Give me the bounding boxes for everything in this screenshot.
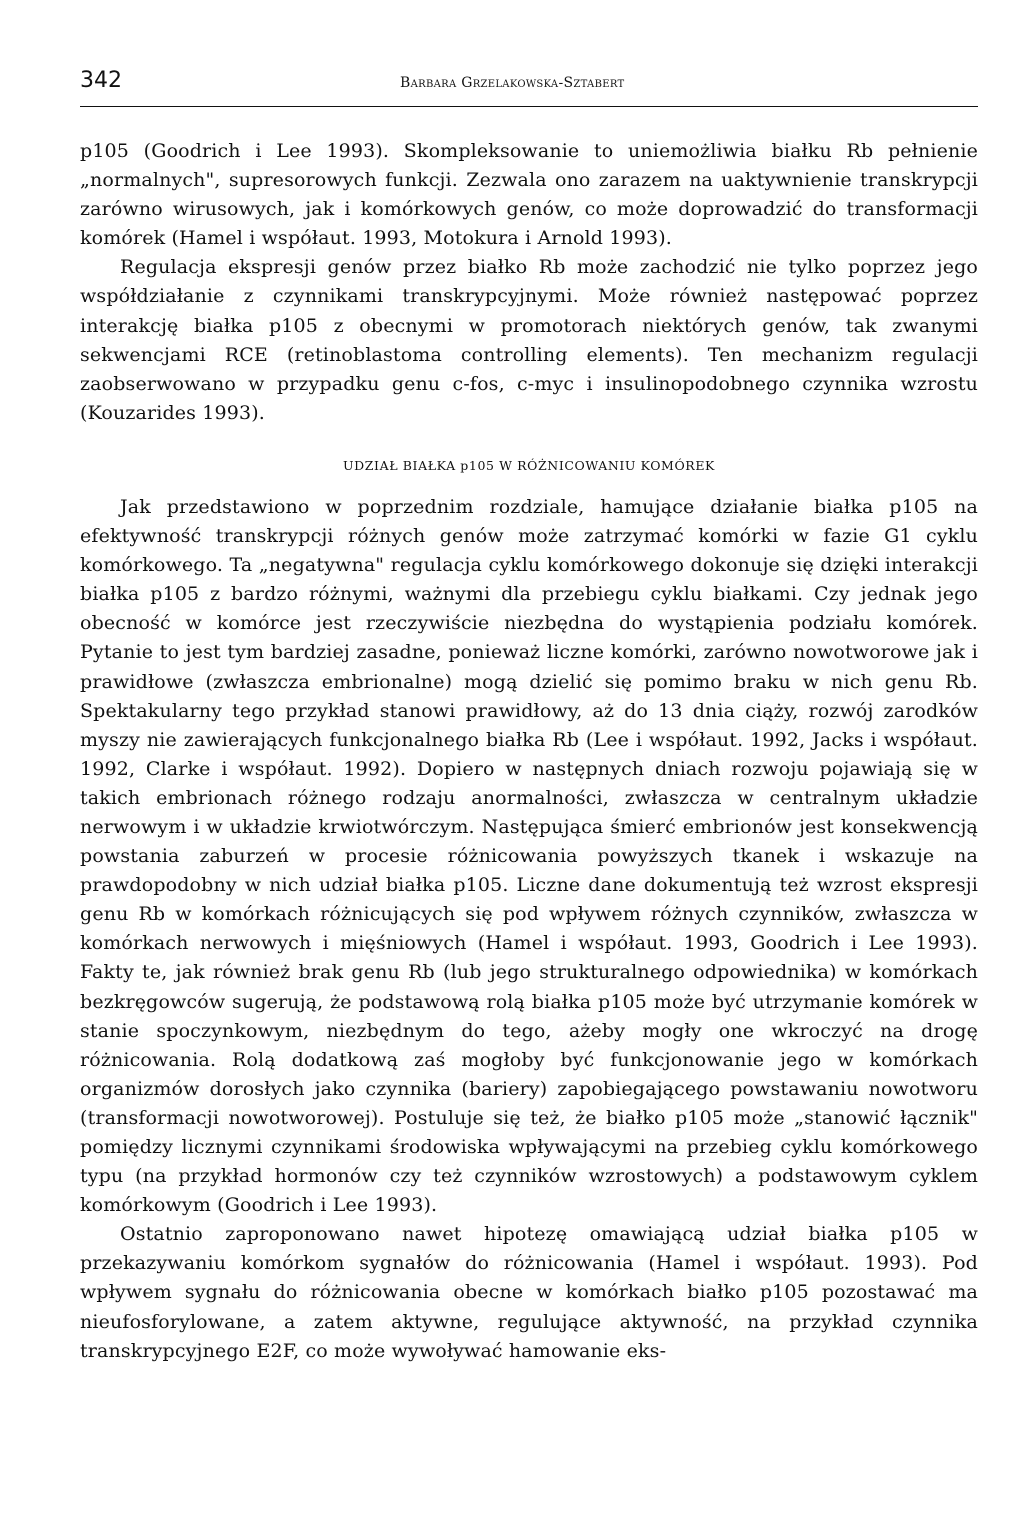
paragraph-differentiation: Jak przedstawiono w poprzednim rozdziale, hamujące działanie białka p105 na efektywność transkrypcji różnych genów może zatrzymać komórki w fazie G1 cyklu komórkowego. Ta „negatywna" regulacja cyklu komórkowego dokonuje się dzięki interakcji białka p105 z bardzo różnymi, ważnymi dla przebiegu cyklu białkami. Czy jednak jego obecność w komórce jest rzeczywiście niezbędna do wystąpienia podziału komórek. Pytanie to jest tym bardziej zasadne, ponieważ liczne komórki, zarówno nowotworowe jak i prawidłowe (zwłaszcza embrionalne) mogą dzielić się pomimo braku w nich genu Rb. Spektakularny tego przykład stanowi prawidłowy, aż do 13 dnia ciąży, rozwój zarodków myszy nie zawierających funkcjonalnego białka Rb (Lee i współaut. 1992, Jacks i współaut. 1992, Clarke i współaut. 1992). Dopiero w następnych dniach rozwoju pojawiają się w takich embrionach różnego rodzaju anormalności, zwłaszcza w centralnym układzie nerwowym i w układzie krwiotwórczym. Następująca śmierć embrionów jest konsekwencją powstania zaburzeń w procesie różnicowania powyższych tkanek i wskazuje na prawdopodobny w nich udział białka p105. Liczne dane dokumentują też wzrost ekspresji genu Rb w komórkach różnicujących się pod wpływem różnych czynników, zwłaszcza w komórkach nerwowych i mięśniowych (Hamel i współaut. 1993, Goodrich i Lee 1993). Fakty te, jak również brak genu Rb (lub jego strukturalnego odpowiednika) w komórkach bezkręgowców sugerują, że podstawową rolą białka p105 może być utrzymanie komórek w stanie spoczynkowym, niezbędnym do tego, ażeby mogły one wkroczyć na drogę różnicowania. Rolą dodatkową zaś mogłoby być funkcjonowanie jego w komórkach organizmów dorosłych jako czynnika (bariery) zapobiegającego powstawaniu nowotworu (transformacji nowotworowej). Postuluje się też, że białko p105 może „stanowić łącznik" pomiędzy licznymi czynnikami środowiska wpływającymi na przebieg cyklu komórkowego typu (na przykład hormonów czy też czynników wzrostowych) a podstawowym cyklem komórkowym (Goodrich i Lee 1993).: [80, 495, 978, 1217]
section-heading: UDZIAŁ BIAŁKA p105 W RÓŻNICOWANIU KOMÓREK: [343, 457, 715, 473]
running-head: [80, 68, 978, 107]
paragraph-regulation: Regulacja ekspresji genów przez białko Rb może zachodzić nie tylko poprzez jego współdziałanie z czynnikami transkrypcyjnymi. Może również następować poprzez interakcję białka p105 z obecnymi w promotorach niektórych genów, tak zwanymi sekwencjami RCE (retinoblastoma controlling elements). Ten mechanizm regulacji zaobserwowano w przypadku genu c-fos, c-myc i insulinopodobnego czynnika wzrostu (Kouzarides 1993).: [80, 256, 978, 424]
running-head-author: Barbara Grzelakowska-Sztabert: [400, 75, 625, 91]
body-text: [80, 137, 978, 1366]
document-page: [80, 68, 978, 1366]
paragraph-continuation: p105 (Goodrich i Lee 1993). Skompleksowanie to uniemożliwia białku Rb pełnienie „normalnych", supresorowych funkcji. Zezwala ono zarazem na uaktywnienie transkrypcji zarówno wirusowych, jak i komórkowych genów, co może doprowadzić do transformacji komórek (Hamel i współaut. 1993, Motokura i Arnold 1993).: [80, 140, 978, 250]
page-number: 342: [80, 68, 122, 93]
paragraph-hypothesis: Ostatnio zaproponowano nawet hipotezę omawiającą udział białka p105 w przekazywaniu komórkom sygnałów do różnicowania (Hamel i współaut. 1993). Pod wpływem sygnału do różnicowania obecne w komórkach białko p105 pozostawać ma nieufosforylowane, a zatem aktywne, regulujące aktywność, na przykład czynnika transkrypcyjnego E2F, co może wywoływać hamowanie eks-: [80, 1223, 978, 1362]
